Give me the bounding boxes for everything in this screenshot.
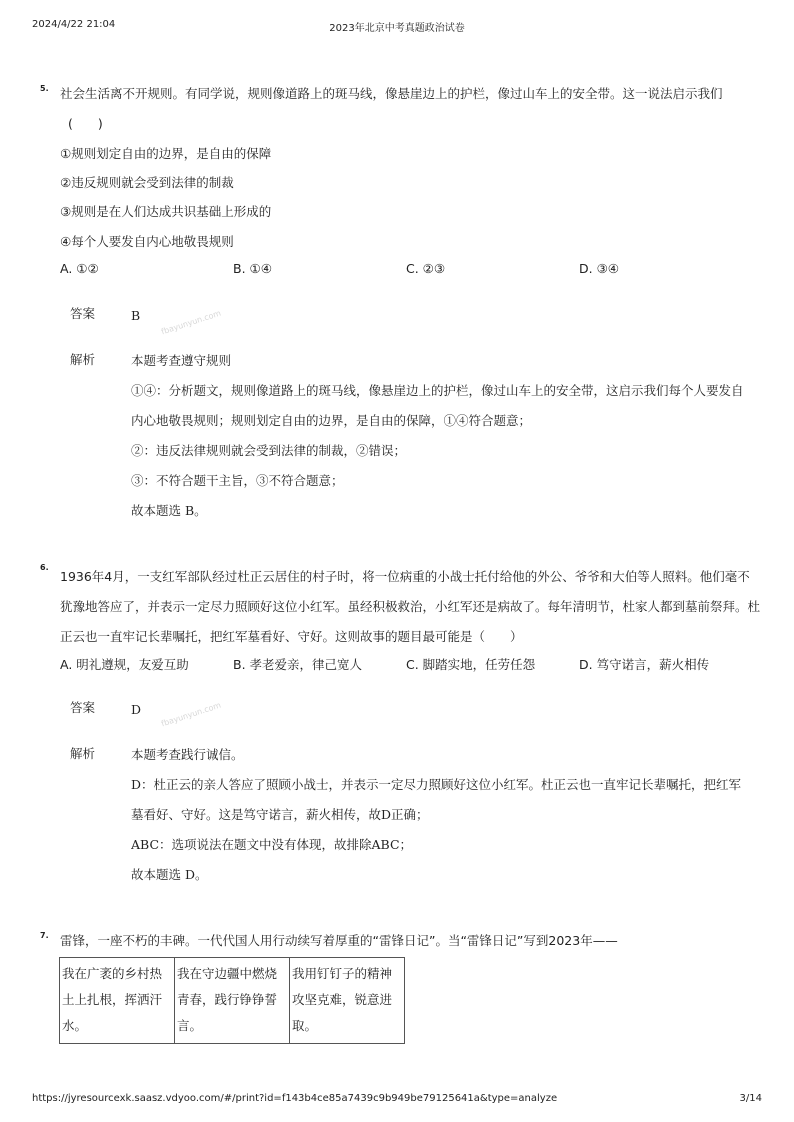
question-stem: 社会生活离不开规则。有同学说，规则像道路上的斑马线，像悬崖边上的护栏，像过山车上的安全带。这一说法启示我们 xyxy=(60,86,723,101)
question-number: 6. xyxy=(40,563,49,572)
footer-url[interactable]: https://jyresourcexk.saasz.vdyoo.com/#/print?id=f143b4ce85a7439c9b949be79125641a&type=analyze xyxy=(32,1093,558,1104)
answer-label: 答案 xyxy=(70,700,96,715)
analysis-line: D：杜正云的亲人答应了照顾小战士，并表示一定尽力照顾好这位小红军。杜正云也一直牢记长辈嘱托，把红军 xyxy=(131,777,742,792)
statement-4: ④每个人要发自内心地敬畏规则 xyxy=(60,234,234,249)
option-c[interactable]: C. 脚踏实地，任劳任怨 xyxy=(406,657,536,672)
answer-value: B xyxy=(131,308,141,323)
option-c[interactable]: C. ②③ xyxy=(406,261,446,276)
analysis-line: 墓看好、守好。这是笃守诺言，薪火相传，故D正确； xyxy=(131,807,429,822)
watermark: fbayunyun.com xyxy=(160,308,223,337)
statement-2: ②违反规则就会受到法律的制裁 xyxy=(60,175,234,190)
analysis-line: 故本题选 D。 xyxy=(131,867,208,882)
answer-label: 答案 xyxy=(70,306,96,321)
answer-value: D xyxy=(131,702,142,717)
option-b[interactable]: B. ①④ xyxy=(233,261,272,276)
analysis-line: 故本题选 B。 xyxy=(131,503,207,518)
analysis-line: ②：违反法律规则就会受到法律的制裁，②错误； xyxy=(131,443,407,458)
analysis-line: ③：不符合题干主旨，③不符合题意； xyxy=(131,473,344,488)
statement-3: ③规则是在人们达成共识基础上形成的 xyxy=(60,204,272,219)
table-cell: 我在广袤的乡村热土上扎根，挥洒汗水。 xyxy=(60,958,175,1044)
page-header xyxy=(0,19,794,35)
table-cell: 我用钉钉子的精神攻坚克难，锐意进取。 xyxy=(290,958,405,1044)
statement-1: ①规则划定自由的边界，是自由的保障 xyxy=(60,146,272,161)
document-title: 2023年北京中考真题政治试卷 xyxy=(329,23,465,34)
table-cell: 我在守边疆中燃烧青春，践行铮铮誓言。 xyxy=(175,958,290,1044)
analysis-text xyxy=(131,740,763,890)
analysis-line: ABC：选项说法在题文中没有体现，故排除ABC； xyxy=(131,837,413,852)
analysis-line: 内心地敬畏规则；规则划定自由的边界，是自由的保障，①④符合题意； xyxy=(131,413,532,428)
analysis-label: 解析 xyxy=(70,352,96,367)
analysis-label: 解析 xyxy=(70,746,96,761)
print-datetime: 2024/4/22 21:04 xyxy=(32,19,116,30)
option-a[interactable]: A. 明礼遵规，友爱互助 xyxy=(60,657,189,672)
diary-table xyxy=(59,957,405,1044)
question-blank: ( ) xyxy=(68,116,103,131)
option-a[interactable]: A. ①② xyxy=(60,261,99,276)
analysis-line: 本题考查践行诚信。 xyxy=(131,747,244,762)
question-stem: 雷锋，一座不朽的丰碑。一代代国人用行动续写着厚重的“雷锋日记”。当“雷锋日记”写到2023年—— xyxy=(60,933,618,948)
question-number: 5. xyxy=(40,84,49,93)
question-stem: 1936年4月，一支红军部队经过杜正云居住的村子时，将一位病重的小战士托付给他的外公、爷爷和大伯等人照料。他们毫不犹豫地答应了，并表示一定尽力照顾好这位小红军。虽经积极救治，小红军还是病故了。每年清明节，杜家人都到墓前祭拜。杜正云也一直牢记长辈嘱托，把红军墓看好、守好。这则故事的题目最可能是（ ） xyxy=(60,569,761,644)
question-number: 7. xyxy=(40,931,49,940)
option-d[interactable]: D. 笃守诺言，薪火相传 xyxy=(579,657,710,672)
analysis-text xyxy=(131,346,763,526)
page-number: 3/14 xyxy=(739,1093,762,1104)
option-d[interactable]: D. ③④ xyxy=(579,261,619,276)
option-b[interactable]: B. 孝老爱亲，律己宽人 xyxy=(233,657,363,672)
analysis-line: 本题考查遵守规则 xyxy=(131,353,232,368)
analysis-line: ①④：分析题文，规则像道路上的斑马线，像悬崖边上的护栏，像过山车上的安全带，这启示我们每个人要发自 xyxy=(131,383,744,398)
watermark: fbayunyun.com xyxy=(160,700,223,729)
table-row xyxy=(60,958,405,1044)
